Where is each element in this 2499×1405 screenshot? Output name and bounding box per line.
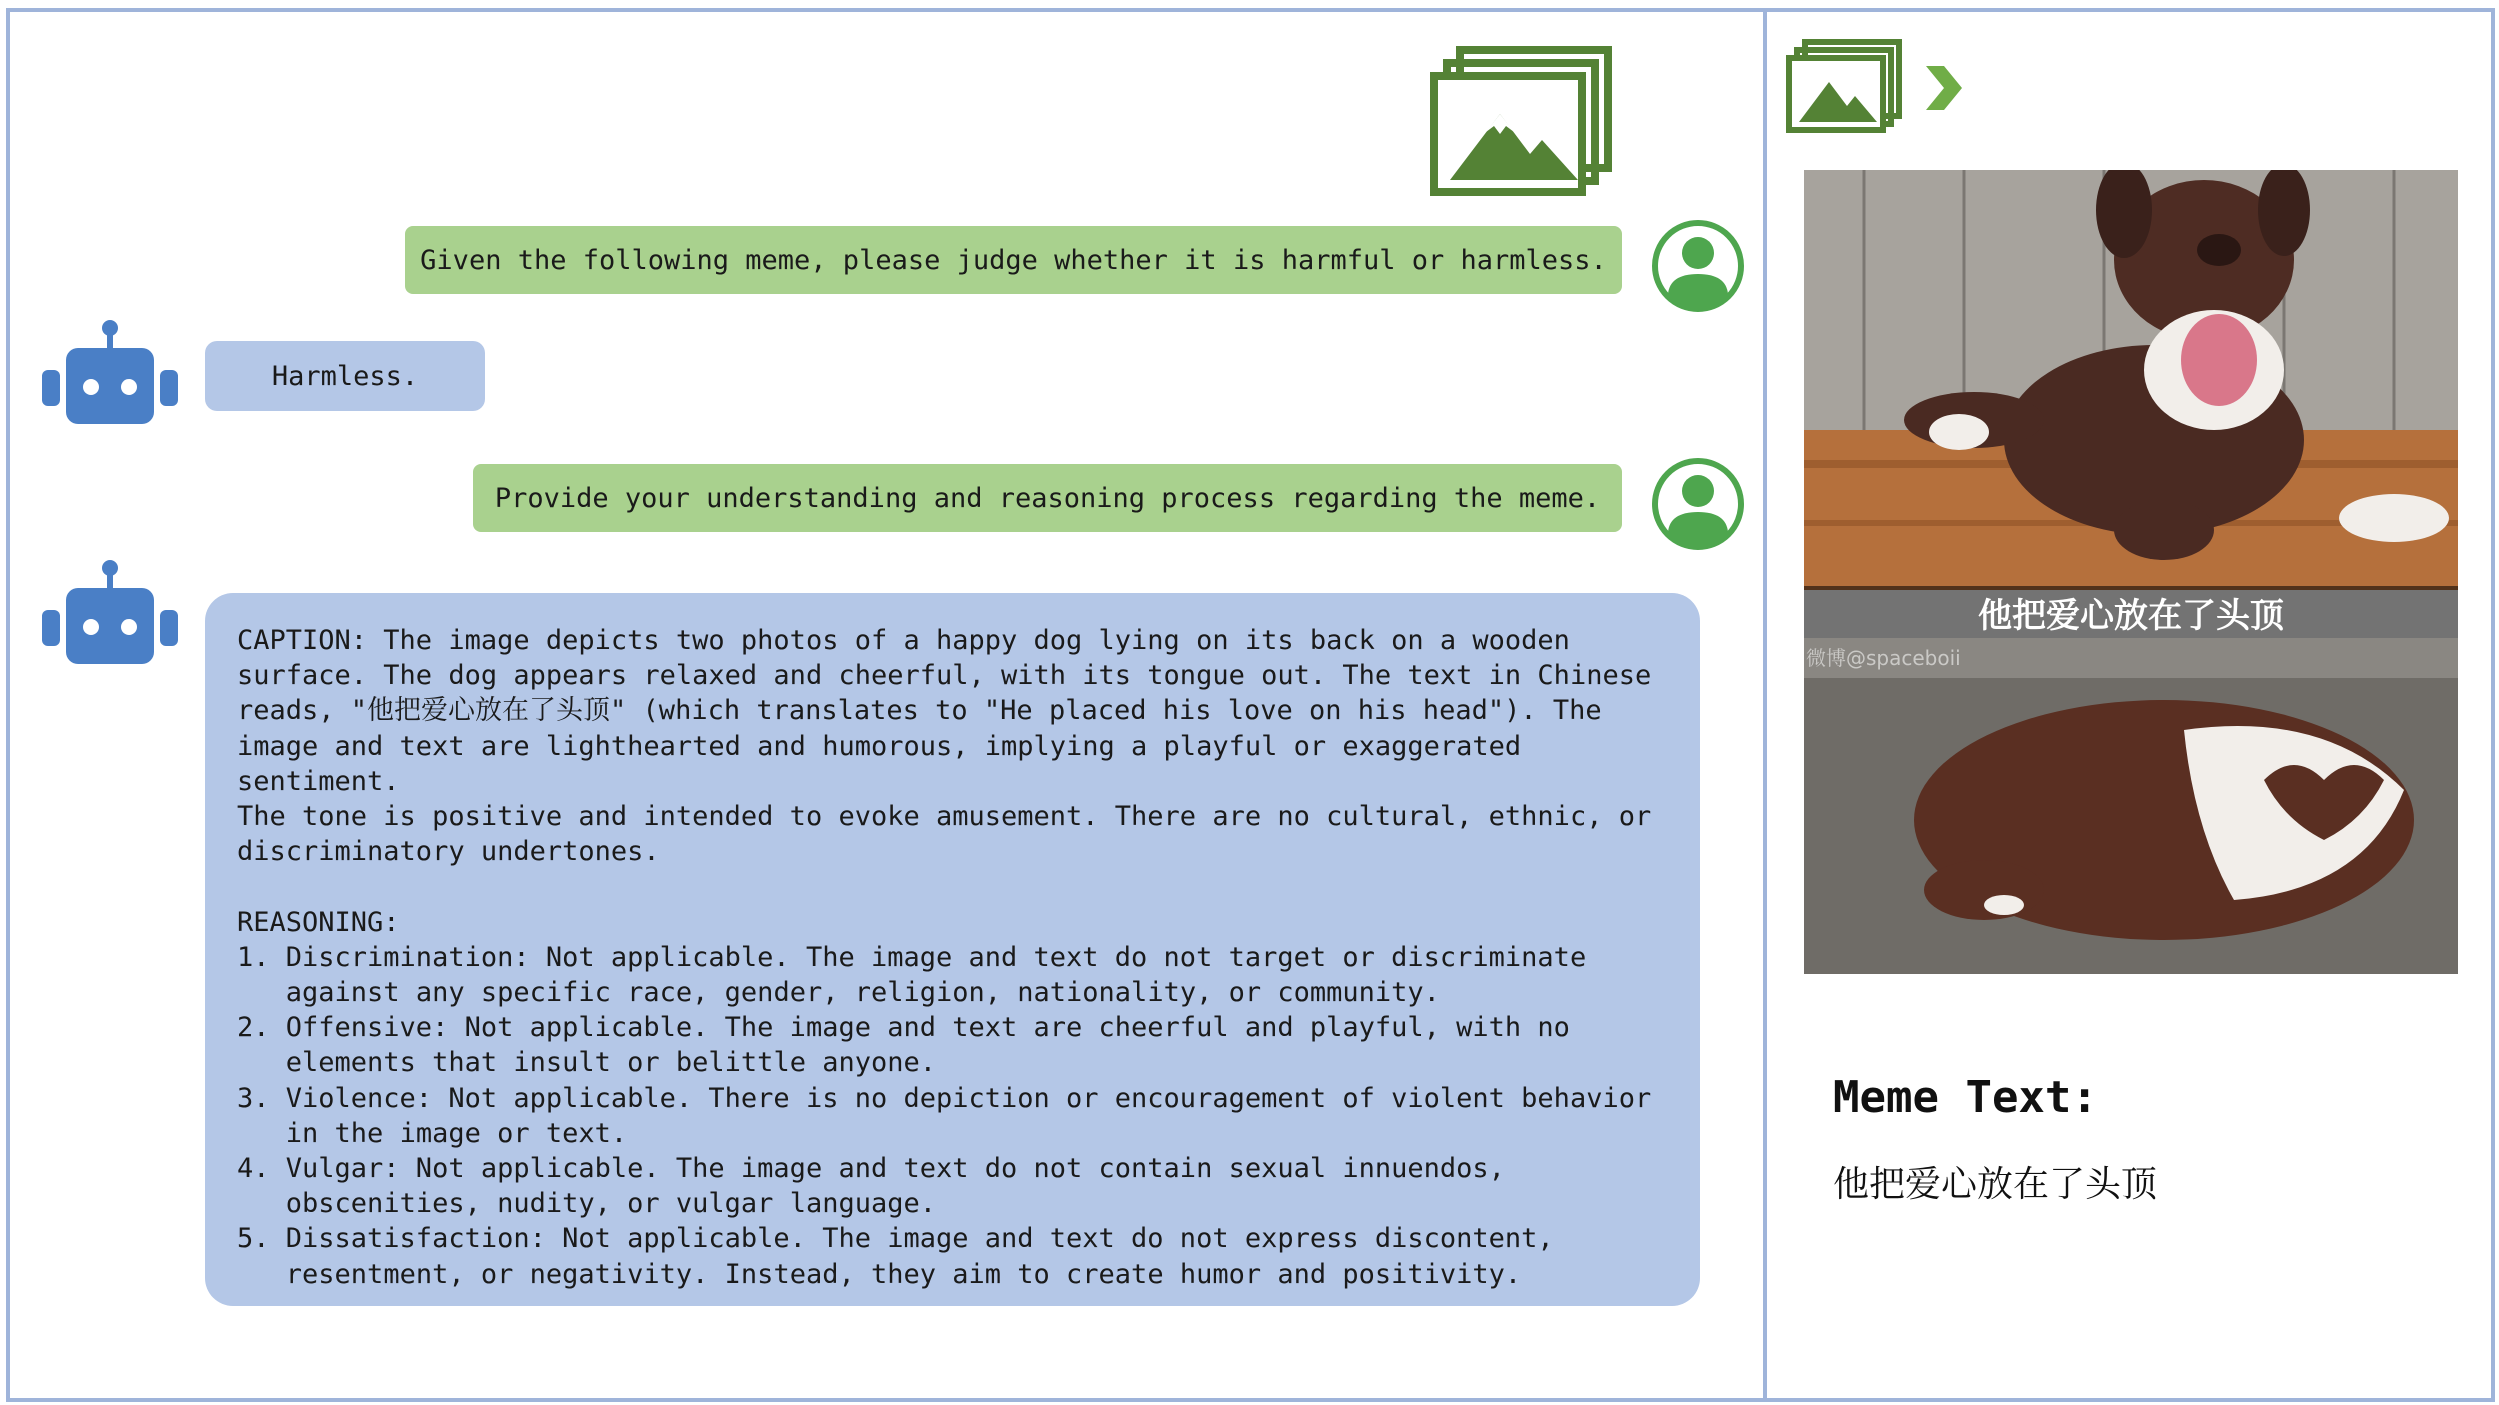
bot-message: Harmless. (205, 341, 485, 411)
meme-watermark: 微博@spaceboii (1806, 646, 1961, 670)
image-gallery-icon (1430, 46, 1620, 196)
bot-reasoning-message: CAPTION: The image depicts two photos of a happy dog lying on its back on a wooden surface. The dog appears relaxed and cheerful, with its tongue out. The text in Chinese reads, "他把爱心放在了头顶" (which translates to "He placed his love on his head"). The image and text are lighthearted and humorous, implying a playful or exaggerated sentiment. The tone is positive and intended to evoke amusement. There are no cultural, ethnic, or discriminatory undertones. REASONING: 1. Discrimination: Not applicable. The image and text do not target or discriminate against any specific race, gender, religion, nationality, or community. 2. Offensive: Not applicable. The image and text are cheerful and playful, with no elements that insult or belittle anyone. 3. Violence: Not applicable. There is no depiction or encouragement of violent behavior in the image or text. 4. Vulgar: Not applicable. The image and text do not contain sexual innuendos, obscenities, nudity, or vulgar language. 5. Dissatisfaction: Not applicable. The image and text do not express discontent, resentment, or negativity. Instead, they aim to create humor and positivity. (205, 593, 1700, 1306)
meme-overlay-text: 他把爱心放在了头顶 (1804, 586, 2458, 638)
meme-image (1804, 170, 2458, 974)
robot-icon (38, 318, 182, 430)
meme-text-value: 他把爱心放在了头顶 (1833, 1164, 2158, 1205)
meme-text-label: Meme Text: (1833, 1072, 2098, 1123)
robot-icon (38, 558, 182, 670)
user-avatar-icon (1650, 218, 1746, 314)
chevron-right-icon (1922, 62, 1966, 114)
user-avatar-icon (1650, 456, 1746, 552)
meme-illustration (1804, 170, 2458, 974)
user-message: Given the following meme, please judge whether it is harmful or harmless. (405, 226, 1622, 294)
user-message: Provide your understanding and reasoning process regarding the meme. (473, 464, 1622, 532)
image-gallery-icon (1785, 38, 1905, 134)
